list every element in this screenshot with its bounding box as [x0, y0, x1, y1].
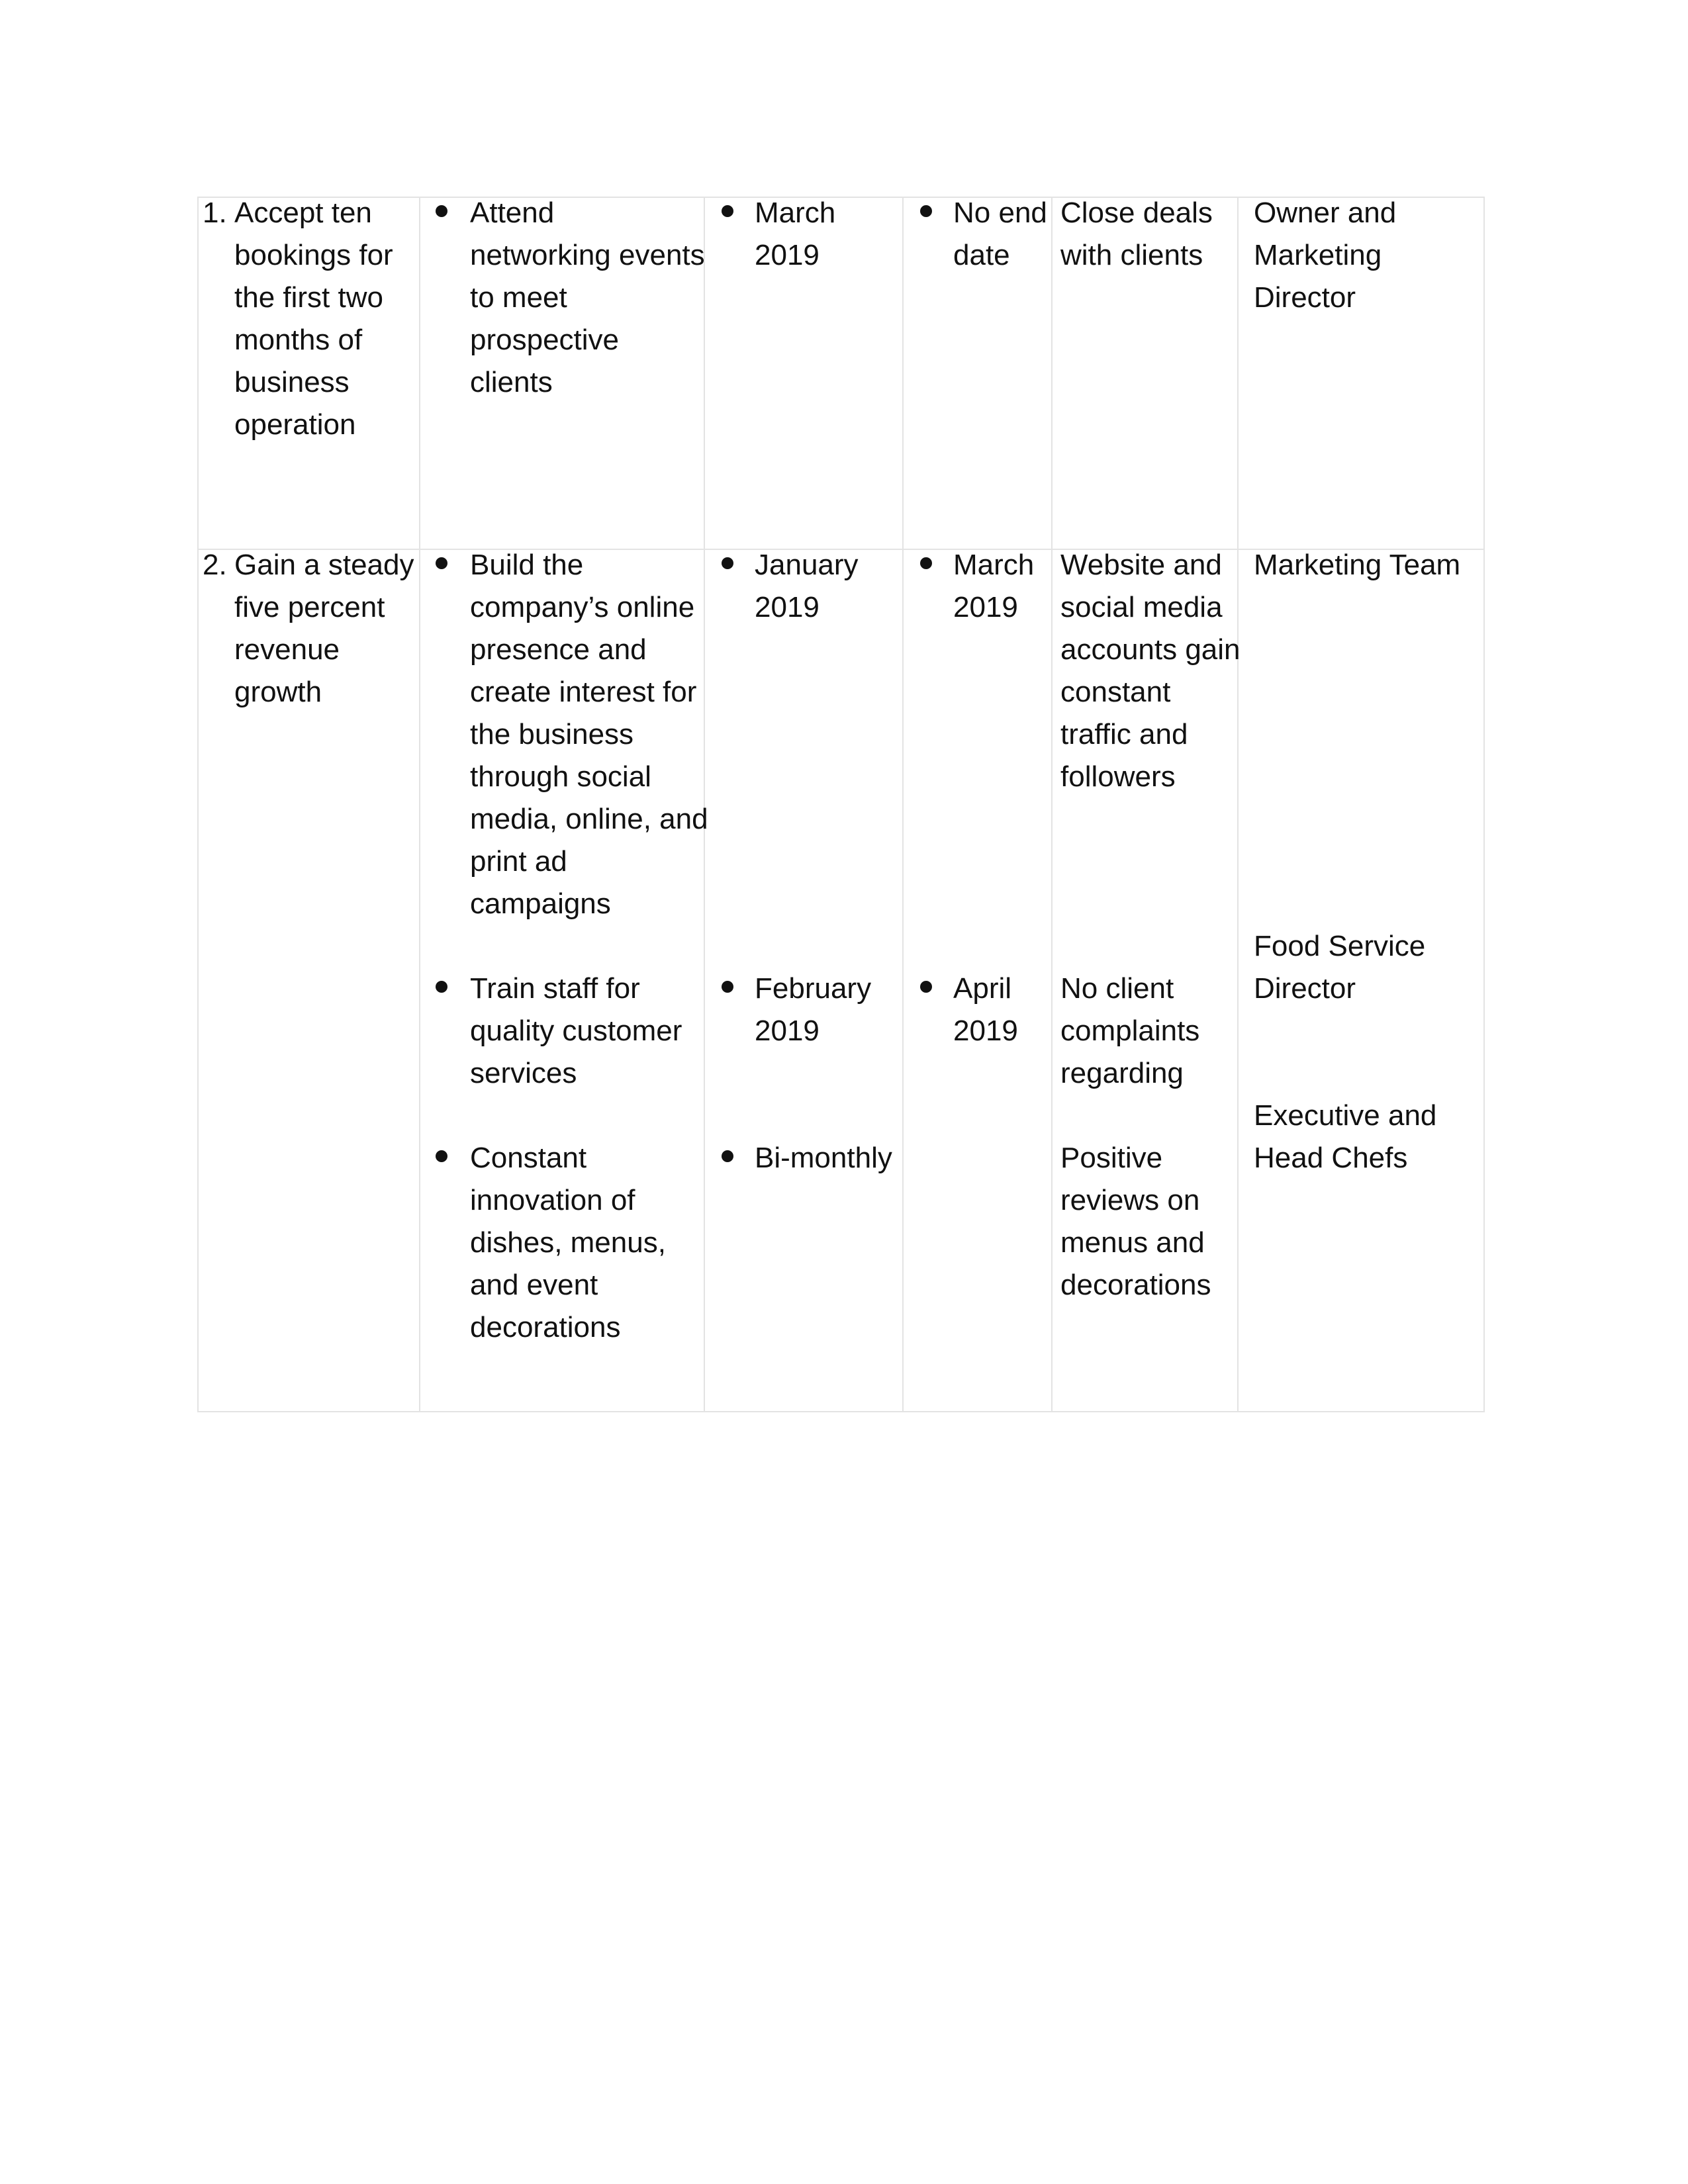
bullet-dot [722, 557, 733, 569]
success-measure: with clients [1060, 239, 1203, 271]
start-date: 2019 [755, 239, 820, 271]
action-text: Attend [470, 197, 555, 229]
responsible-party: Owner and [1254, 197, 1397, 229]
action-text: dishes, menus, [470, 1226, 666, 1259]
end-date: March [953, 549, 1035, 581]
start-date: 2019 [755, 1015, 820, 1047]
goal-number: 2. [203, 549, 227, 581]
action-text: presence and [470, 633, 647, 666]
action-text: networking events [470, 239, 705, 271]
action-text: innovation of [470, 1184, 635, 1216]
action-text: to meet [470, 281, 567, 314]
start-date: March [755, 197, 836, 229]
responsible-party: Director [1254, 972, 1356, 1005]
action-text: prospective [470, 324, 620, 356]
action-text: campaigns [470, 887, 611, 920]
responsible-party: Executive and [1254, 1099, 1437, 1132]
goal-text: the first two [234, 281, 383, 314]
goal-text: growth [234, 676, 322, 708]
goal-text: Accept ten [234, 197, 372, 229]
goal-text: revenue [234, 633, 340, 666]
bullet-dot [722, 981, 733, 993]
action-text: clients [470, 366, 553, 398]
action-text: decorations [470, 1311, 621, 1343]
bullet-dot [722, 205, 733, 217]
success-measure: social media [1060, 591, 1223, 623]
action-text: print ad [470, 845, 567, 878]
bullet-dot [920, 205, 932, 217]
start-date: Bi-monthly [755, 1142, 892, 1174]
responsible-party: Director [1254, 281, 1356, 314]
success-measure: traffic and [1060, 718, 1188, 751]
responsible-party: Head Chefs [1254, 1142, 1408, 1174]
success-measure: regarding [1060, 1057, 1184, 1089]
action-text: company’s online [470, 591, 695, 623]
action-text: Constant [470, 1142, 587, 1174]
end-date: 2019 [953, 591, 1018, 623]
start-date: January [755, 549, 859, 581]
bullet-dot [436, 557, 447, 569]
responsible-party: Food Service [1254, 930, 1426, 962]
goal-number: 1. [203, 197, 227, 229]
end-date: date [953, 239, 1010, 271]
success-measure: complaints [1060, 1015, 1200, 1047]
action-text: Build the [470, 549, 584, 581]
success-measure: reviews on [1060, 1184, 1200, 1216]
action-text: and event [470, 1269, 598, 1301]
action-text: services [470, 1057, 577, 1089]
success-measure: menus and [1060, 1226, 1205, 1259]
responsible-party: Marketing Team [1254, 549, 1461, 581]
start-date: February [755, 972, 872, 1005]
success-measure: Website and [1060, 549, 1222, 581]
bullet-dot [436, 1150, 447, 1162]
success-measure: No client [1060, 972, 1174, 1005]
success-measure: Positive [1060, 1142, 1163, 1174]
responsible-party: Marketing [1254, 239, 1382, 271]
action-text: media, online, and [470, 803, 708, 835]
goal-text: bookings for [234, 239, 393, 271]
action-text: quality customer [470, 1015, 682, 1047]
bullet-dot [920, 981, 932, 993]
bullet-dot [436, 205, 447, 217]
end-date: No end [953, 197, 1047, 229]
success-measure: Close deals [1060, 197, 1213, 229]
action-text: through social [470, 760, 651, 793]
action-text: create interest for [470, 676, 697, 708]
success-measure: constant [1060, 676, 1171, 708]
goal-text: five percent [234, 591, 385, 623]
action-text: Train staff for [470, 972, 640, 1005]
bullet-dot [436, 981, 447, 993]
success-measure: followers [1060, 760, 1176, 793]
success-measure: decorations [1060, 1269, 1211, 1301]
bullet-dot [722, 1150, 733, 1162]
goal-text: months of [234, 324, 363, 356]
goal-text: Gain a steady [234, 549, 414, 581]
success-measure: accounts gain [1060, 633, 1241, 666]
bullet-dot [920, 557, 932, 569]
action-text: the business [470, 718, 634, 751]
end-date: 2019 [953, 1015, 1018, 1047]
end-date: April [953, 972, 1012, 1005]
start-date: 2019 [755, 591, 820, 623]
goal-text: business [234, 366, 350, 398]
goal-text: operation [234, 408, 356, 441]
